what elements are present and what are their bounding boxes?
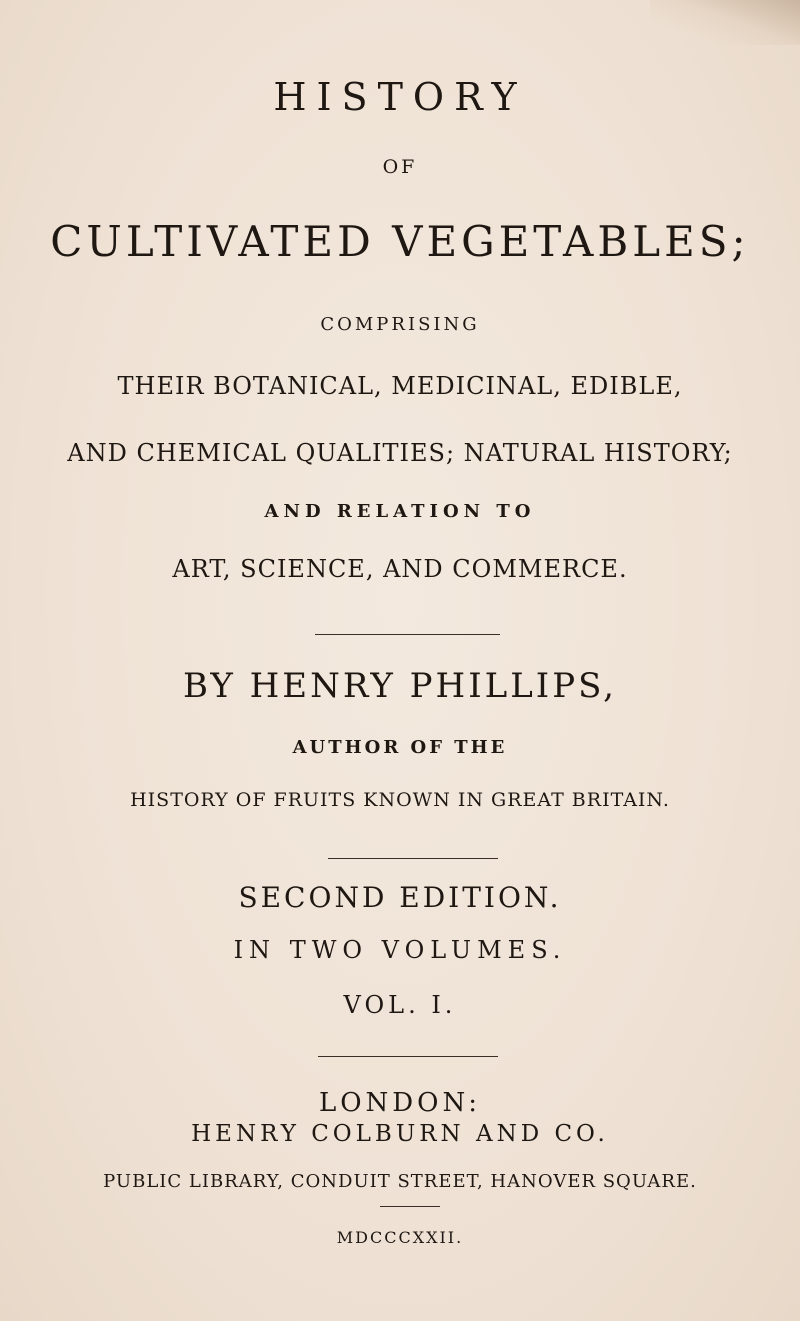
author-name: BY HENRY PHILLIPS,	[183, 666, 617, 706]
edition-label: SECOND EDITION.	[238, 881, 562, 914]
divider-rule	[315, 634, 500, 635]
subtitle-line-2: AND CHEMICAL QUALITIES; NATURAL HISTORY;	[67, 439, 733, 467]
divider-rule	[328, 858, 498, 859]
publication-place: LONDON:	[318, 1088, 482, 1118]
volume-number: VOL. I.	[343, 991, 457, 1019]
publication-date: MDCCCXXII.	[336, 1228, 464, 1247]
title-of: OF	[382, 156, 418, 178]
publisher-address: PUBLIC LIBRARY, CONDUIT STREET, HANOVER SQUARE.	[103, 1171, 697, 1192]
corner-stain	[650, 0, 800, 45]
book-title: HISTORY	[273, 75, 527, 119]
subtitle-line-3: AND RELATION TO	[264, 501, 536, 522]
author-of-label: AUTHOR OF THE	[292, 737, 508, 758]
volumes-label: IN TWO VOLUMES.	[233, 936, 567, 964]
divider-rule	[380, 1206, 440, 1207]
comprising-label: COMPRISING	[320, 314, 480, 335]
author-previous-work: HISTORY OF FRUITS KNOWN IN GREAT BRITAIN.	[130, 789, 670, 811]
publisher-name: HENRY COLBURN AND CO.	[191, 1121, 609, 1147]
book-subject: CULTIVATED VEGETABLES;	[50, 217, 750, 266]
subtitle-line-1: THEIR BOTANICAL, MEDICINAL, EDIBLE,	[117, 372, 683, 400]
subtitle-line-4: ART, SCIENCE, AND COMMERCE.	[172, 555, 628, 583]
divider-rule	[318, 1056, 498, 1057]
